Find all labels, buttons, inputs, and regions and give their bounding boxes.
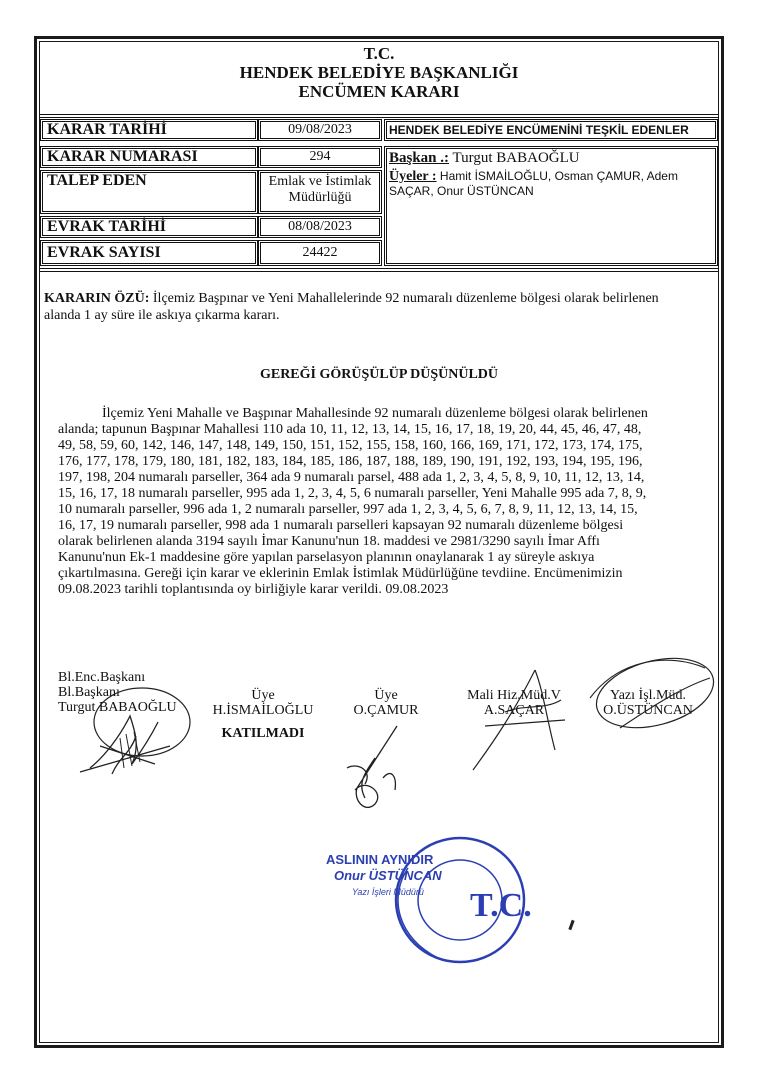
members-title: HENDEK BELEDİYE ENCÜMENİNİ TEŞKİL EDENLER [389, 123, 689, 137]
body-line: 09.08.2023 tarihli toplantısında oy birliğiyle karar verildi. 09.08.2023 [58, 582, 449, 597]
baskan-signature [60, 676, 210, 786]
sig-baskan-name: Turgut BABAOĞLU [58, 700, 177, 715]
talep-eden-value-line2: Müdürlüğü [288, 190, 352, 205]
header-tc: T.C. [363, 44, 395, 63]
signature-block-camur [336, 688, 436, 718]
document-header [40, 44, 718, 101]
uyeler-line1: Hamit İSMAİLOĞLU, Osman ÇAMUR, Adem [439, 169, 678, 183]
table-divider-top [40, 268, 718, 269]
stamp-line2: Onur ÜSTÜNCAN [334, 868, 442, 883]
karar-tarihi-value: 09/08/2023 [258, 119, 382, 141]
evrak-sayisi-value: 24422 [258, 240, 382, 266]
sacar-signature [465, 660, 575, 780]
ustuncan-signature [560, 648, 720, 748]
header-divider [40, 114, 718, 118]
body-line: çıkartılmasına. Gereği için karar ve eklerinin Emlak İstimlak Müdürlüğüne tevdiine. Encümenimizin [58, 566, 623, 581]
uyeler-label: Üyeler : [389, 169, 437, 184]
camur-signature [335, 718, 415, 823]
sig-sacar-name: A.SAÇAR [483, 703, 545, 718]
body-paragraph [58, 406, 710, 598]
sig-camur-name: O.ÇAMUR [353, 703, 419, 718]
sig-baskan-title1: Bl.Enc.Başkanı [58, 670, 146, 685]
table-divider-bottom [40, 271, 718, 272]
karar-ozu-text-1: İlçemiz Başpınar ve Yeni Mahallelerinde 92 numaralı düzenleme bölgesi olarak belirlenen [152, 291, 659, 306]
section-title: GEREĞİ GÖRÜŞÜLÜP DÜŞÜNÜLDÜ [259, 367, 499, 382]
evrak-tarihi-label: EVRAK TARİHİ [40, 216, 258, 238]
sig-sacar-title: Mali Hiz.Müd.V [467, 688, 561, 703]
uyeler-row [389, 169, 711, 198]
sig-ustuncan-name: O.ÜSTÜNCAN [603, 703, 693, 718]
sig-camur-title: Üye [374, 688, 398, 703]
sig-ismailoglu-note: KATILMADI [221, 726, 305, 741]
body-line: İlçemiz Yeni Mahalle ve Başpınar Mahallesinde 92 numaralı düzenleme bölgesi olarak belirlenen [102, 406, 648, 421]
baskan-name: Turgut BABAOĞLU [452, 150, 580, 166]
body-line: 16, 17, 19 numaralı parseller, 998 ada 1 numaralı parselleri kapsayan 92 numaralı düzenleme bölgesi [58, 518, 624, 533]
uyeler-line2: SAÇAR, Onur ÜSTÜNCAN [389, 184, 534, 198]
stamp-line3: Yazı İşleri Müdürü [352, 887, 424, 897]
sig-ustuncan-title: Yazı İşl.Müd. [610, 688, 686, 703]
sig-ismailoglu-title: Üye [251, 688, 275, 703]
body-line: olarak belirlenen alanda 3194 sayılı İmar Kanunu'nun 18. maddesi ve 2981/3290 sayılı İmar Affı [58, 534, 600, 549]
karar-tarihi-label: KARAR TARİHİ [40, 119, 258, 141]
karar-ozu-text-2: alanda 1 ay süre ile askıya çıkarma kararı. [44, 308, 280, 323]
talep-eden-label: TALEP EDEN [40, 170, 258, 214]
body-line: Kanunu'nun Ek-1 maddesine göre yapılan parselasyon planının onaylanarak 1 ay süreyle askıya [58, 550, 595, 565]
body-line: 176, 177, 178, 179, 180, 181, 182, 183, 184, 185, 186, 187, 188, 189, 190, 191, 192, 193, 194, 195, 196, [58, 454, 643, 469]
karar-ozu-label: KARARIN ÖZÜ: [44, 291, 150, 306]
sig-baskan-title2: Bl.Başkanı [58, 685, 120, 700]
baskan-label: Başkan .: [389, 150, 450, 166]
header-doc-type: ENCÜMEN KARARI [298, 82, 460, 101]
baskan-row [389, 150, 580, 167]
body-line: 10 numaralı parseller, 996 ada 1, 2 numaralı parseller, 997 ada 1, 2, 3, 4, 5, 6, 7, 8, 9, 11, 12, 13, 14, 15, [58, 502, 638, 517]
talep-eden-value [258, 170, 382, 214]
members-title-box [384, 119, 718, 141]
sig-ismailoglu-name: H.İSMAİLOĞLU [212, 703, 314, 718]
svg-text:T.C.: T.C. [470, 887, 532, 924]
body-line: alanda; tapunun Başpınar Mahallesi 110 ada 10, 11, 12, 13, 14, 15, 16, 17, 18, 19, 20, 44, 45, 46, 47, 48, [58, 422, 642, 437]
signature-block-ismailoglu [200, 688, 326, 741]
body-line: 49, 58, 59, 60, 142, 146, 147, 148, 149, 150, 151, 152, 155, 158, 160, 166, 169, 171, 172, 173, 174, 175, [58, 438, 643, 453]
body-line: 197, 198, 204 numaralı parseller, 364 ada 9 numaralı parsel, 488 ada 1, 2, 3, 4, 5, 8, 9, 10, 11, 12, 13, 14, [58, 470, 645, 485]
karar-numarasi-value: 294 [258, 146, 382, 168]
stamp-line1: ASLININ AYNIDIR [326, 852, 434, 867]
header-institution: HENDEK BELEDİYE BAŞKANLIĞI [239, 63, 519, 82]
evrak-sayisi-label: EVRAK SAYISI [40, 240, 258, 266]
body-line: 15, 16, 17, 18 numaralı parseller, 995 ada 1, 2, 3, 4, 5, 6 numaralı parseller, Yeni Mahalle 995 ada 7, 8, 9, [58, 486, 647, 501]
talep-eden-value-line1: Emlak ve İstimlak [268, 174, 372, 189]
evrak-tarihi-value: 08/08/2023 [258, 216, 382, 238]
municipal-seal [378, 828, 538, 973]
karar-numarasi-label: KARAR NUMARASI [40, 146, 258, 168]
karar-ozu [44, 290, 716, 324]
members-box [384, 146, 718, 266]
